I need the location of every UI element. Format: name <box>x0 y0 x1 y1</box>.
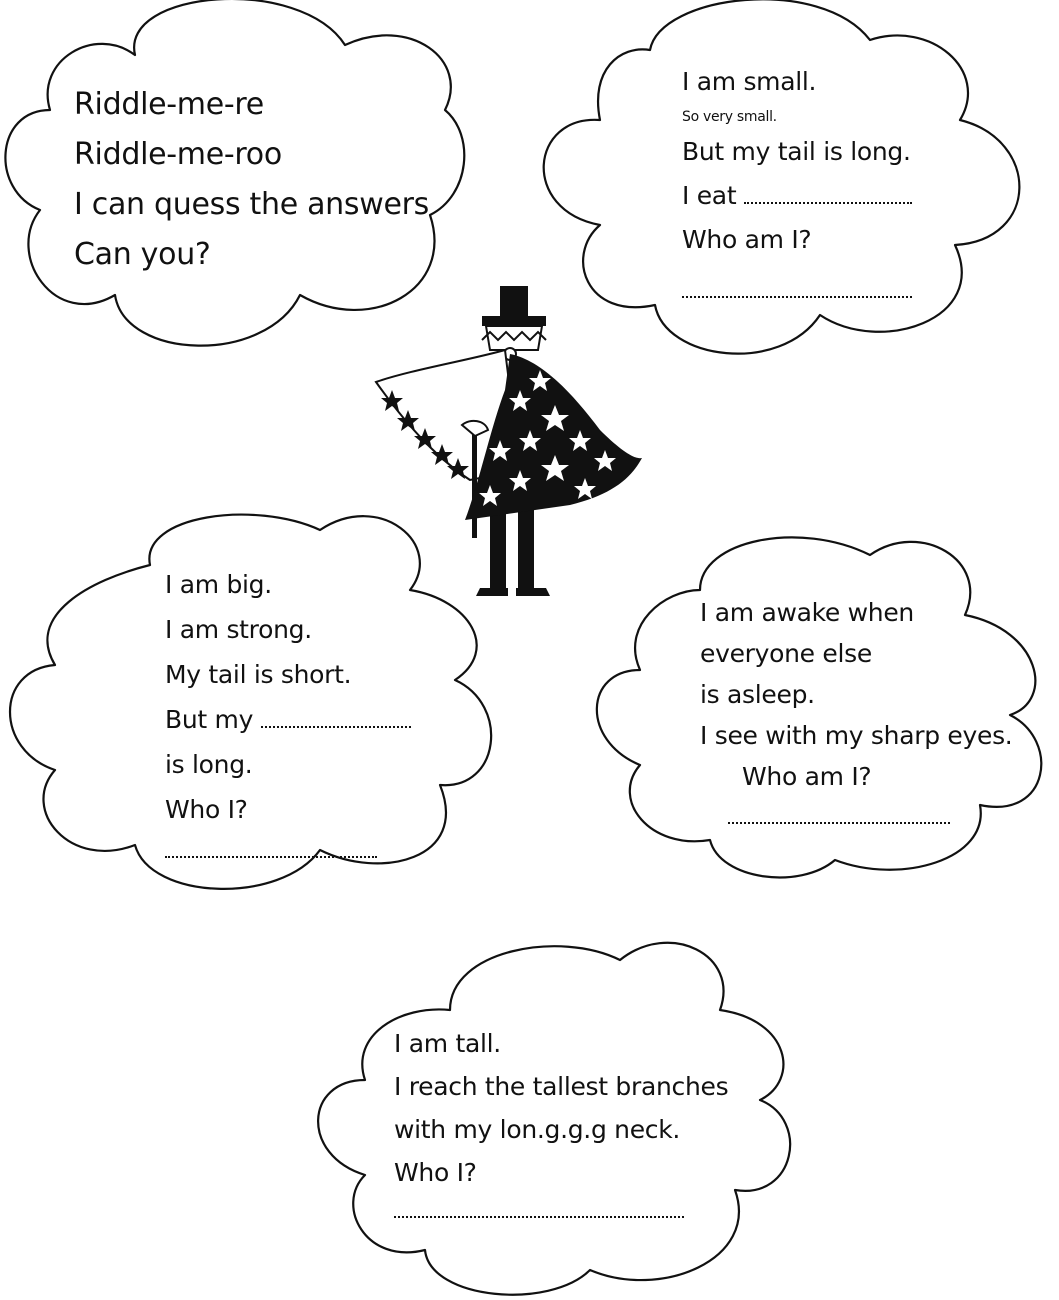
mouse-line-4: I eat <box>682 181 737 210</box>
giraffe-line-3: with my lon.g.g.g neck. <box>394 1115 681 1144</box>
mouse-line-3: But my tail is long. <box>682 137 911 166</box>
hat-brim <box>482 316 546 326</box>
owl-line-1: I am awake when <box>700 598 914 627</box>
intro-line-4: Can you? <box>74 237 211 272</box>
riddle-owl <box>700 592 1012 797</box>
intro-line-1: Riddle-me-re <box>74 87 264 122</box>
elephant-line-3: My tail is short. <box>165 660 352 689</box>
cane <box>472 428 477 538</box>
mouse-line-1: I am small. <box>682 67 817 96</box>
elephant-line-1: I am big. <box>165 570 272 599</box>
owl-answer-blank[interactable] <box>728 822 950 824</box>
elephant-line-5: is long. <box>165 750 253 779</box>
giraffe-line-2: I reach the tallest branches <box>394 1072 729 1101</box>
elephant-line-6: Who I? <box>165 795 248 824</box>
hat-crown <box>500 286 528 320</box>
shoes <box>476 588 550 596</box>
giraffe-line-1: I am tall. <box>394 1029 501 1058</box>
right-leg <box>518 500 534 590</box>
owl-line-3: is asleep. <box>700 680 815 709</box>
riddle-giraffe <box>394 1022 728 1194</box>
mouse-line-5: Who am I? <box>682 225 812 254</box>
elephant-line-2: I am strong. <box>165 615 312 644</box>
riddle-intro <box>74 80 429 280</box>
mouse-answer-blank[interactable] <box>682 296 912 298</box>
elephant-part-blank[interactable] <box>261 724 411 728</box>
elephant-answer-blank[interactable] <box>165 856 377 858</box>
owl-line-2: everyone else <box>700 639 872 668</box>
magician-illustration <box>370 280 660 600</box>
mouse-food-blank[interactable] <box>744 200 912 204</box>
elephant-line-4: But my <box>165 705 254 734</box>
face <box>486 326 542 350</box>
owl-line-4: I see with my sharp eyes. <box>700 721 1013 750</box>
giraffe-answer-blank[interactable] <box>394 1216 684 1218</box>
mouse-line-2: So very small. <box>682 109 777 125</box>
intro-line-3: I can quess the answers <box>74 187 429 222</box>
riddle-elephant <box>165 562 411 832</box>
intro-line-2: Riddle-me-roo <box>74 137 282 172</box>
riddle-mouse <box>682 60 912 262</box>
owl-line-5: Who am I? <box>742 762 872 791</box>
giraffe-line-4: Who I? <box>394 1158 477 1187</box>
